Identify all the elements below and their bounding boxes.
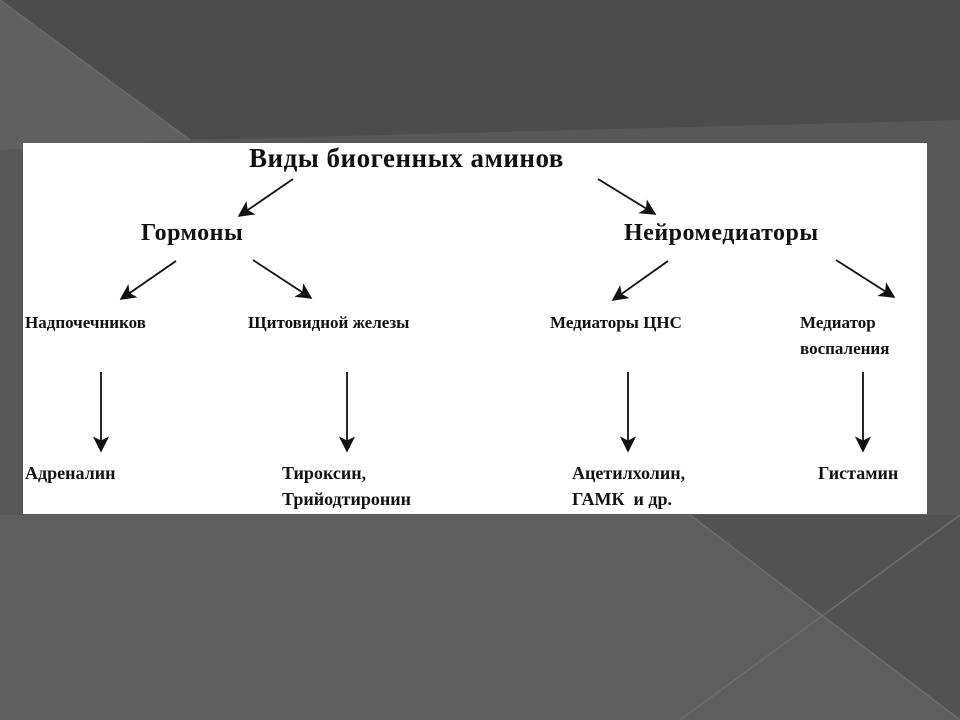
histamine-node-label: Гистамин: [818, 463, 899, 483]
hormones-node-label: Гормоны: [141, 220, 244, 246]
arrow-root-to-neuromediators: [598, 179, 655, 214]
diagram-panel: [23, 143, 927, 514]
cns-examples-line2: ГАМК и др.: [572, 489, 673, 509]
arrow-hormones-to-thyroid: [253, 260, 311, 298]
inflammation-mediator-line2: воспаления: [800, 339, 890, 358]
arrow-hormones-to-adrenal: [121, 261, 176, 299]
thyroid-hormones-line1: Тироксин,: [282, 463, 367, 483]
arrow-neuromediators-to-inflammation: [836, 260, 894, 297]
adrenal-node-label: Надпочечников: [25, 313, 146, 332]
inflammation-mediator-line1: Медиатор: [800, 313, 876, 332]
cns-examples-line1: Ацетилхолин,: [572, 463, 686, 483]
arrow-neuromediators-to-cns: [613, 261, 668, 300]
thyroid-node-label: Щитовидной железы: [248, 313, 410, 332]
adrenaline-node-label: Адреналин: [25, 463, 116, 483]
diagram-arrows: [23, 143, 927, 514]
thyroid-hormones-line2: Трийодтиронин: [282, 489, 411, 509]
neuromediators-node-label: Нейромедиаторы: [624, 220, 819, 246]
root-node-label: Виды биогенных аминов: [249, 143, 564, 173]
arrow-root-to-hormones: [239, 179, 293, 216]
cns-mediators-node-label: Медиаторы ЦНС: [550, 313, 682, 332]
